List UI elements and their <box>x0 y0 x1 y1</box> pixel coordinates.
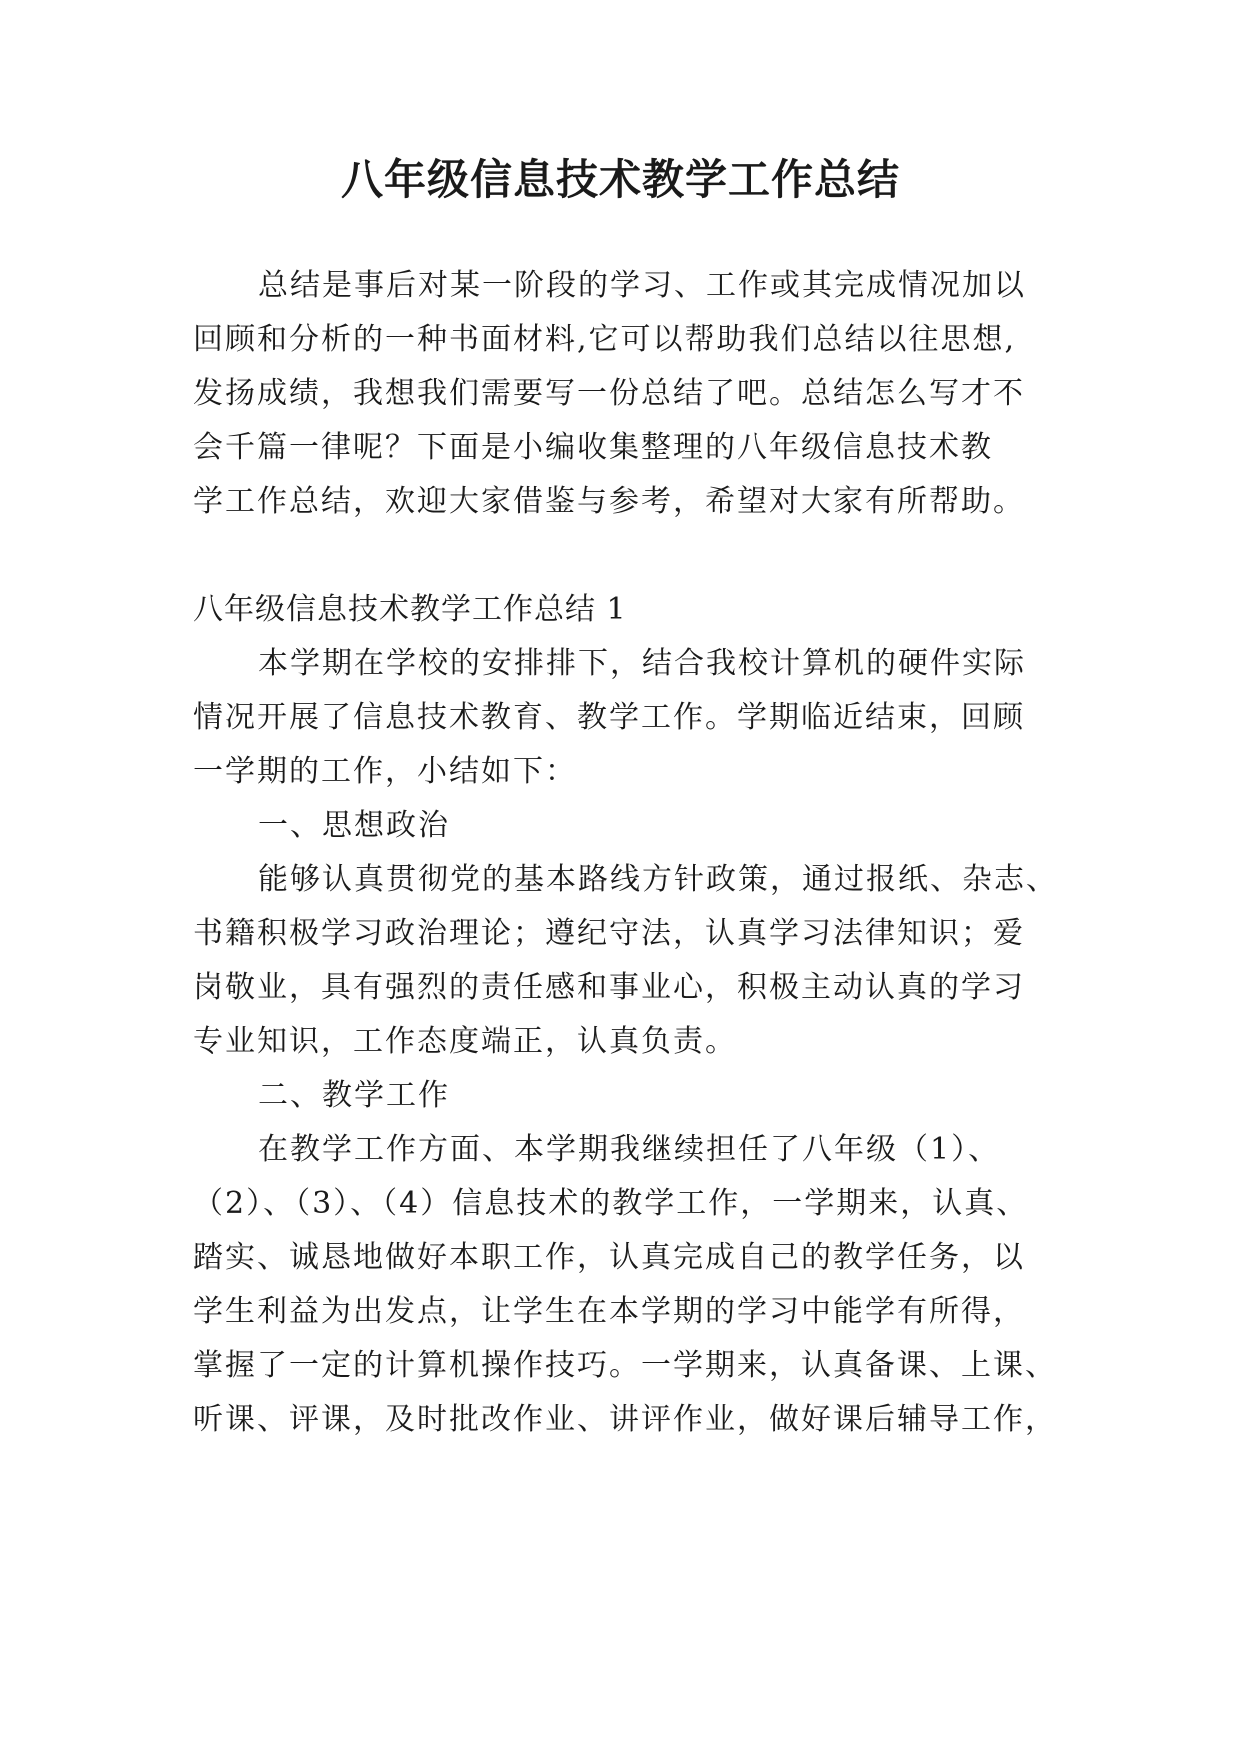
paragraph-line: 学生利益为出发点，让学生在本学期的学习中能学有所得， <box>193 1294 1025 1329</box>
intro-line: 回顾和分析的一种书面材料,它可以帮助我们总结以往思想, <box>193 322 1017 357</box>
paragraph-line: 专业知识，工作态度端正，认真负责。 <box>193 1024 737 1059</box>
paragraph-line: 岗敬业，具有强烈的责任感和事业心，积极主动认真的学习 <box>193 970 1025 1005</box>
paragraph-line: 在教学工作方面、本学期我继续担任了八年级（1）、 <box>258 1132 1001 1167</box>
document-title: 八年级信息技术教学工作总结 <box>340 155 900 204</box>
paragraph-line: 能够认真贯彻党的基本路线方针政策，通过报纸、杂志、 <box>258 862 1058 897</box>
paragraph-line: 本学期在学校的安排排下，结合我校计算机的硬件实际 <box>258 646 1026 681</box>
section-title: 八年级信息技术教学工作总结 1 <box>193 592 627 627</box>
paragraph-line: 书籍积极学习政治理论；遵纪守法，认真学习法律知识；爱 <box>193 916 1025 951</box>
intro-line: 学工作总结，欢迎大家借鉴与参考，希望对大家有所帮助。 <box>193 484 1025 519</box>
paragraph-line: 掌握了一定的计算机操作技巧。一学期来，认真备课、上课、 <box>193 1348 1057 1383</box>
paragraph-line: 踏实、诚恳地做好本职工作，认真完成自己的教学任务，以 <box>193 1240 1025 1275</box>
paragraph-line: 一学期的工作，小结如下： <box>193 754 577 789</box>
paragraph-line: 听课、评课，及时批改作业、讲评作业，做好课后辅导工作， <box>193 1402 1057 1437</box>
intro-line: 发扬成绩，我想我们需要写一份总结了吧。总结怎么写才不 <box>193 376 1025 411</box>
intro-line: 总结是事后对某一阶段的学习、工作或其完成情况加以 <box>258 268 1026 303</box>
intro-line: 会千篇一律呢？下面是小编收集整理的八年级信息技术教 <box>193 430 993 465</box>
section-heading: 二、教学工作 <box>258 1078 450 1113</box>
paragraph-line: （2）、（3）、（4）信息技术的教学工作，一学期来，认真、 <box>193 1186 1029 1221</box>
paragraph-line: 情况开展了信息技术教育、教学工作。学期临近结束，回顾 <box>193 700 1025 735</box>
section-heading: 一、思想政治 <box>258 808 450 843</box>
